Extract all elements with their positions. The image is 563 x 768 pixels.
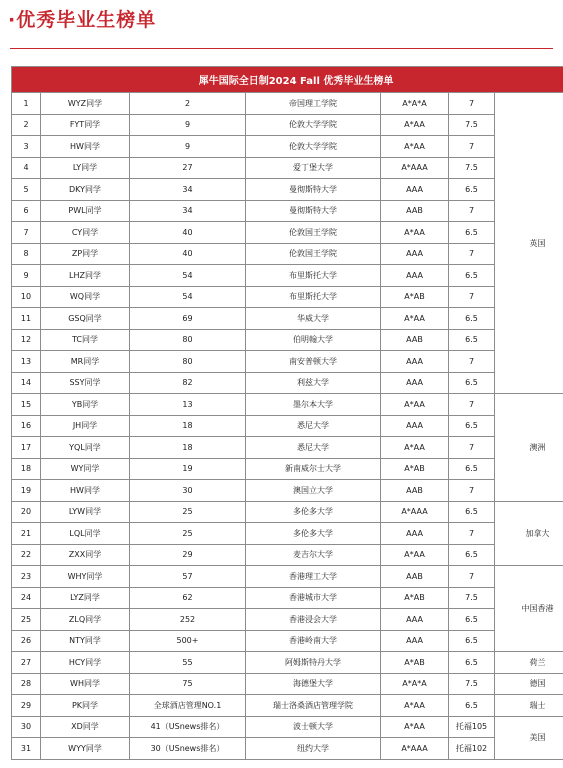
cell-alevel: A*AB (381, 458, 449, 480)
cell-university: 伦敦大学学院 (246, 114, 381, 136)
cell-alevel: A*AAA (381, 501, 449, 523)
cell-number: 31 (12, 738, 41, 760)
cell-ranking: 40 (130, 243, 246, 265)
cell-alevel: A*AA (381, 437, 449, 459)
cell-student: WY同学 (41, 458, 130, 480)
table-row (12, 265, 563, 287)
table-row (12, 587, 563, 609)
cell-student: HW同学 (41, 480, 130, 502)
cell-university: 悉尼大学 (246, 415, 381, 437)
cell-language-score: 6.5 (449, 544, 495, 566)
cell-number: 29 (12, 695, 41, 717)
cell-university: 利兹大学 (246, 372, 381, 394)
cell-university: 爱丁堡大学 (246, 157, 381, 179)
cell-university: 阿姆斯特丹大学 (246, 652, 381, 674)
cell-university: 华威大学 (246, 308, 381, 330)
cell-university: 香港理工大学 (246, 566, 381, 588)
cell-number: 13 (12, 351, 41, 373)
cell-language-score: 7 (449, 286, 495, 308)
cell-student: LYZ同学 (41, 587, 130, 609)
cell-university: 波士顿大学 (246, 716, 381, 738)
cell-alevel: A*AAA (381, 157, 449, 179)
table-row (12, 630, 563, 652)
cell-ranking: 55 (130, 652, 246, 674)
cell-student: WYY同学 (41, 738, 130, 760)
cell-region: 荷兰 (495, 652, 563, 674)
cell-alevel: AAA (381, 415, 449, 437)
cell-number: 9 (12, 265, 41, 287)
cell-alevel: AAA (381, 609, 449, 631)
cell-university: 香港岭南大学 (246, 630, 381, 652)
cell-student: FYT同学 (41, 114, 130, 136)
cell-ranking: 25 (130, 501, 246, 523)
cell-alevel: AAA (381, 630, 449, 652)
cell-number: 3 (12, 136, 41, 158)
cell-region: 英国 (495, 93, 563, 394)
cell-university: 南安普顿大学 (246, 351, 381, 373)
cell-number: 30 (12, 716, 41, 738)
cell-alevel: AAB (381, 329, 449, 351)
cell-number: 28 (12, 673, 41, 695)
cell-number: 10 (12, 286, 41, 308)
cell-ranking: 18 (130, 437, 246, 459)
cell-language-score: 6.5 (449, 308, 495, 330)
cell-university: 香港浸会大学 (246, 609, 381, 631)
cell-number: 23 (12, 566, 41, 588)
cell-number: 6 (12, 200, 41, 222)
table-row (12, 93, 563, 115)
cell-student: PWL同学 (41, 200, 130, 222)
cell-alevel: A*A*A (381, 673, 449, 695)
page-title: ·优秀毕业生榜单 (8, 9, 157, 31)
cell-alevel: A*AB (381, 587, 449, 609)
cell-student: MR同学 (41, 351, 130, 373)
cell-language-score: 6.5 (449, 630, 495, 652)
cell-student: YQL同学 (41, 437, 130, 459)
cell-number: 25 (12, 609, 41, 631)
cell-student: NTY同学 (41, 630, 130, 652)
table-row (12, 609, 563, 631)
table-row (12, 652, 563, 674)
cell-language-score: 7.5 (449, 157, 495, 179)
cell-ranking: 34 (130, 200, 246, 222)
cell-ranking: 75 (130, 673, 246, 695)
table-row (12, 415, 563, 437)
cell-number: 7 (12, 222, 41, 244)
cell-alevel: AAA (381, 265, 449, 287)
table-row (12, 243, 563, 265)
table-row (12, 480, 563, 502)
cell-student: TC同学 (41, 329, 130, 351)
cell-region: 德国 (495, 673, 563, 695)
cell-language-score: 7 (449, 93, 495, 115)
cell-student: LYW同学 (41, 501, 130, 523)
cell-student: PK同学 (41, 695, 130, 717)
cell-ranking: 69 (130, 308, 246, 330)
cell-ranking: 13 (130, 394, 246, 416)
cell-language-score: 7 (449, 394, 495, 416)
cell-language-score: 6.5 (449, 609, 495, 631)
cell-alevel: A*AB (381, 652, 449, 674)
table-header: 犀牛国际全日制2024 Fall 优秀毕业生榜单 (12, 67, 563, 93)
table-row (12, 114, 563, 136)
cell-language-score: 6.5 (449, 652, 495, 674)
cell-alevel: AAA (381, 243, 449, 265)
cell-language-score: 6.5 (449, 329, 495, 351)
cell-alevel: AAA (381, 372, 449, 394)
cell-university: 海德堡大学 (246, 673, 381, 695)
cell-ranking: 54 (130, 286, 246, 308)
cell-language-score: 6.5 (449, 501, 495, 523)
cell-alevel: AAB (381, 200, 449, 222)
cell-number: 18 (12, 458, 41, 480)
table-row (12, 222, 563, 244)
title-divider (10, 48, 553, 49)
cell-region: 美国 (495, 716, 563, 759)
cell-language-score: 7.5 (449, 114, 495, 136)
cell-university: 伦敦大学学院 (246, 136, 381, 158)
cell-student: ZXX同学 (41, 544, 130, 566)
graduate-ranking-table (11, 66, 563, 760)
cell-ranking: 9 (130, 136, 246, 158)
cell-ranking: 40 (130, 222, 246, 244)
table-row (12, 738, 563, 760)
cell-alevel: A*AA (381, 695, 449, 717)
cell-ranking: 30 (130, 480, 246, 502)
cell-number: 27 (12, 652, 41, 674)
table-row (12, 372, 563, 394)
cell-alevel: A*AA (381, 394, 449, 416)
table-row (12, 157, 563, 179)
cell-alevel: A*AAA (381, 738, 449, 760)
cell-student: LQL同学 (41, 523, 130, 545)
cell-ranking: 62 (130, 587, 246, 609)
cell-number: 21 (12, 523, 41, 545)
cell-ranking: 9 (130, 114, 246, 136)
cell-student: WYZ同学 (41, 93, 130, 115)
cell-student: GSQ同学 (41, 308, 130, 330)
table-row (12, 716, 563, 738)
cell-number: 16 (12, 415, 41, 437)
cell-number: 15 (12, 394, 41, 416)
cell-ranking: 19 (130, 458, 246, 480)
cell-alevel: A*AA (381, 136, 449, 158)
cell-university: 多伦多大学 (246, 501, 381, 523)
cell-university: 帝国理工学院 (246, 93, 381, 115)
cell-student: ZP同学 (41, 243, 130, 265)
table-row (12, 695, 563, 717)
cell-alevel: A*A*A (381, 93, 449, 115)
table-row (12, 437, 563, 459)
table-row (12, 544, 563, 566)
cell-ranking: 29 (130, 544, 246, 566)
cell-language-score: 7 (449, 566, 495, 588)
cell-university: 布里斯托大学 (246, 286, 381, 308)
table-row (12, 501, 563, 523)
cell-university: 伯明翰大学 (246, 329, 381, 351)
cell-ranking: 500+ (130, 630, 246, 652)
cell-number: 2 (12, 114, 41, 136)
table-row (12, 329, 563, 351)
cell-university: 新南威尔士大学 (246, 458, 381, 480)
cell-student: WH同学 (41, 673, 130, 695)
table-row (12, 351, 563, 373)
cell-ranking: 57 (130, 566, 246, 588)
cell-alevel: AAA (381, 351, 449, 373)
cell-alevel: A*AA (381, 222, 449, 244)
cell-language-score: 托福105 (449, 716, 495, 738)
table-body (12, 93, 563, 760)
cell-alevel: A*AB (381, 286, 449, 308)
cell-language-score: 6.5 (449, 179, 495, 201)
cell-number: 26 (12, 630, 41, 652)
cell-number: 20 (12, 501, 41, 523)
table-row (12, 308, 563, 330)
cell-alevel: AAA (381, 523, 449, 545)
cell-language-score: 6.5 (449, 222, 495, 244)
cell-ranking: 2 (130, 93, 246, 115)
cell-alevel: AAB (381, 566, 449, 588)
cell-language-score: 6.5 (449, 415, 495, 437)
cell-student: ZLQ同学 (41, 609, 130, 631)
cell-number: 4 (12, 157, 41, 179)
cell-ranking: 27 (130, 157, 246, 179)
cell-ranking: 80 (130, 351, 246, 373)
cell-number: 8 (12, 243, 41, 265)
cell-ranking: 41（USnews排名） (130, 716, 246, 738)
cell-university: 曼彻斯特大学 (246, 179, 381, 201)
cell-language-score: 6.5 (449, 372, 495, 394)
cell-ranking: 18 (130, 415, 246, 437)
cell-region: 澳洲 (495, 394, 563, 502)
cell-language-score: 7 (449, 136, 495, 158)
cell-language-score: 托福102 (449, 738, 495, 760)
cell-number: 11 (12, 308, 41, 330)
cell-university: 澳国立大学 (246, 480, 381, 502)
cell-number: 24 (12, 587, 41, 609)
cell-university: 香港城市大学 (246, 587, 381, 609)
cell-university: 瑞士洛桑酒店管理学院 (246, 695, 381, 717)
cell-university: 悉尼大学 (246, 437, 381, 459)
table-row (12, 458, 563, 480)
table-row (12, 286, 563, 308)
cell-university: 伦敦国王学院 (246, 222, 381, 244)
cell-region: 瑞士 (495, 695, 563, 717)
table-row (12, 200, 563, 222)
cell-student: SSY同学 (41, 372, 130, 394)
cell-language-score: 7 (449, 523, 495, 545)
cell-student: YB同学 (41, 394, 130, 416)
table-row (12, 566, 563, 588)
cell-alevel: AAA (381, 179, 449, 201)
cell-ranking: 30（USnews排名） (130, 738, 246, 760)
cell-ranking: 34 (130, 179, 246, 201)
cell-language-score: 7 (449, 351, 495, 373)
cell-student: XD同学 (41, 716, 130, 738)
cell-university: 伦敦国王学院 (246, 243, 381, 265)
cell-university: 布里斯托大学 (246, 265, 381, 287)
cell-region: 加拿大 (495, 501, 563, 566)
cell-language-score: 7.5 (449, 587, 495, 609)
cell-ranking: 54 (130, 265, 246, 287)
cell-language-score: 7 (449, 480, 495, 502)
cell-region: 中国香港 (495, 566, 563, 652)
cell-language-score: 6.5 (449, 458, 495, 480)
cell-university: 多伦多大学 (246, 523, 381, 545)
table-row (12, 179, 563, 201)
cell-alevel: A*AA (381, 544, 449, 566)
cell-university: 麦吉尔大学 (246, 544, 381, 566)
table-row (12, 136, 563, 158)
cell-university: 曼彻斯特大学 (246, 200, 381, 222)
cell-language-score: 7 (449, 243, 495, 265)
cell-language-score: 7.5 (449, 673, 495, 695)
table-row (12, 523, 563, 545)
cell-student: HCY同学 (41, 652, 130, 674)
cell-language-score: 6.5 (449, 265, 495, 287)
cell-language-score: 6.5 (449, 695, 495, 717)
cell-number: 1 (12, 93, 41, 115)
cell-ranking: 25 (130, 523, 246, 545)
cell-student: DKY同学 (41, 179, 130, 201)
cell-student: WQ同学 (41, 286, 130, 308)
cell-language-score: 7 (449, 437, 495, 459)
cell-ranking: 252 (130, 609, 246, 631)
cell-university: 墨尔本大学 (246, 394, 381, 416)
cell-student: HW同学 (41, 136, 130, 158)
cell-alevel: A*AA (381, 114, 449, 136)
cell-ranking: 80 (130, 329, 246, 351)
table-row (12, 673, 563, 695)
cell-student: CY同学 (41, 222, 130, 244)
cell-student: LY同学 (41, 157, 130, 179)
cell-number: 22 (12, 544, 41, 566)
cell-number: 19 (12, 480, 41, 502)
cell-number: 12 (12, 329, 41, 351)
cell-language-score: 7 (449, 200, 495, 222)
table-row (12, 394, 563, 416)
cell-number: 14 (12, 372, 41, 394)
cell-alevel: A*AA (381, 308, 449, 330)
cell-student: JH同学 (41, 415, 130, 437)
cell-alevel: AAB (381, 480, 449, 502)
cell-number: 5 (12, 179, 41, 201)
cell-student: LHZ同学 (41, 265, 130, 287)
cell-university: 纽约大学 (246, 738, 381, 760)
cell-number: 17 (12, 437, 41, 459)
cell-ranking: 82 (130, 372, 246, 394)
cell-student: WHY同学 (41, 566, 130, 588)
cell-ranking: 全球酒店管理NO.1 (130, 695, 246, 717)
cell-alevel: A*AA (381, 716, 449, 738)
